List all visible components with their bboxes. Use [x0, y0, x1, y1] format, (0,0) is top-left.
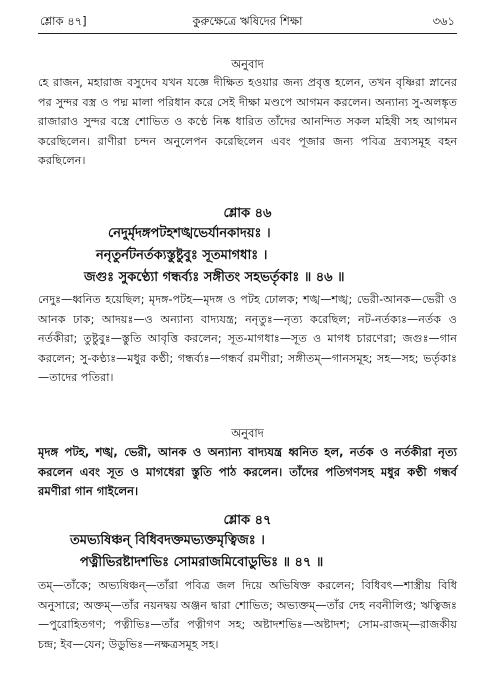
verse-47-line-2: পত্নীভিরষ্টাদশভিঃ সোমরাজমিবোডুভিঃ ॥ ৪৭ ॥	[80, 555, 324, 570]
verse-46-line-1: নেদুর্মৃদঙ্গপটহশঙ্খভের্যানকাদয়ঃ ।	[108, 226, 271, 241]
page-header	[40, 12, 455, 30]
verse-47-synonyms: তম্—তাঁকে; অভ্যষিঞ্চন্—তাঁরা পবিত্র জল দিয়ে অভিষিক্ত করলেন; বিধিবৎ—শাস্ত্রীয় বিধি অনুসারে; অক্তম্—তাঁর নয়নদ্বয় অঞ্জন দ্বারা শোভিত; অভ্যক্তম্—তাঁর দেহ নবনীলিপ্ত; ঋত্বিজঃ—পুরোহিতগণ; পত্নীভিঃ—তাঁর পত্নীগণ সহ; অষ্টাদশভিঃ—অষ্টাদশ; সোম-রাজম্—রাজকীয় চন্দ্র; ইব—যেন; উডুভিঃ—নক্ষত্রসমূহ সহ।	[38, 579, 457, 651]
translation-heading: অনুবাদ	[231, 57, 264, 71]
translation-text: হে রাজন, মহারাজ বসুদেব যখন যজ্ঞে দীক্ষিত হওয়ার জন্য প্রবৃত্ত হলেন, তখন বৃষ্ণিরা স্নানের পর সুন্দর বস্ত্র ও পদ্ম মালা পরিধান করে সেই দীক্ষা মণ্ডপে আগমন করলেন। অন্যান্য সু-অলঙ্কৃত রাজারাও সুন্দর বস্ত্রে শোভিত ও কণ্ঠে নিষ্ক ধারিত তাঁদের আনন্দিত সকল মহিষী সহ আগমন করেছিলেন। রাণীরা চন্দন অনুলেপন করেছিলেন এবং পূজার জন্য পবিত্র দ্রব্যসমূহ বহন করছিলেন।	[38, 76, 457, 167]
translation-text-46: মৃদঙ্গ পটহ, শঙ্খ, ভেরী, আনক ও অন্যান্য বাদ্যযন্ত্র ধ্বনিত হল, নর্তক ও নর্তকীরা নৃত্য করলেন এবং সূত ও মাগধেরা স্তুতি পাঠ করলেন। তাঁদের পতিগণসহ মধুর কণ্ঠী গন্ধর্ব রমণীরা গান গাইলেন।	[38, 445, 457, 498]
header-rule	[38, 33, 457, 34]
chapter-title: কুরুক্ষেত্রে ঋষিদের শিক্ষা	[192, 14, 303, 28]
verse-46-synonyms: নেদুঃ—ধ্বনিত হয়েছিল; মৃদঙ্গ-পটহ—মৃদঙ্গ ও পটহ ঢোলক; শঙ্খ—শঙ্খ; ভেরী-আনক—ভেরী ও আনক ঢাক; আদয়ঃ—ও অন্যান্য বাদ্যযন্ত্র; ননৃতুঃ—নৃত্য করেছিল; নট-নর্তক্যঃ—নর্তক ও নর্তকীরা; তুষ্টুবুঃ—স্তুতি আবৃত্তি করলেন; সূত-মাগধাঃ—সূত ও মাগধ চারণেরা; জগুঃ—গান করলেন; সু-কণ্ঠ্যঃ—মধুর কণ্ঠী; গন্ধর্ব্যঃ—গন্ধর্ব রমণীরা; সঙ্গীতম্—গানসমূহ; সহ—সহ; ভর্তৃকাঃ—তাদের পতিরা।	[38, 293, 457, 384]
page-number: ৩৬১	[432, 14, 455, 28]
verse-47-title: শ্লোক ৪৭	[223, 513, 272, 528]
chapter-verse-ref: শ্লোক ৪৭]	[40, 14, 87, 28]
verse-46-line-3: জগুঃ সুকণ্ঠ্যো গন্ধর্ব্যঃ সঙ্গীতং সহভর্তৃকাঃ ॥ ৪৬ ॥	[84, 270, 345, 285]
verse-47-line-1: তমভ্যষিঞ্চন্ বিধিবদক্তমভ্যক্তমৃত্বিজঃ ।	[70, 533, 265, 548]
verse-46-title: শ্লোক ৪৬	[223, 206, 272, 221]
verse-46-line-2: ননৃতুর্নটনর্তক্যস্তুষ্টুবুঃ সূতমাগধাঃ ।	[96, 248, 268, 263]
translation-heading-46: অনুবাদ	[231, 426, 264, 440]
